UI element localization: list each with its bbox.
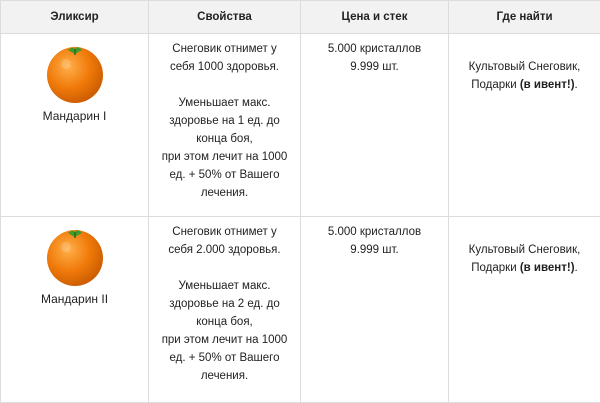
props-line: здоровье на 2 ед. до bbox=[153, 295, 296, 313]
props-line: лечения. bbox=[153, 367, 296, 385]
where-end: . bbox=[575, 262, 578, 274]
price-value: 5.000 кристаллов bbox=[305, 40, 444, 58]
properties-cell bbox=[149, 217, 301, 403]
where-line: Подарки bbox=[471, 79, 516, 91]
props-line: Снеговик отнимет у bbox=[153, 40, 296, 58]
props-line: ед. + 50% от Вашего bbox=[153, 349, 296, 367]
elixir-cell bbox=[1, 34, 149, 217]
where-end: . bbox=[575, 79, 578, 91]
where-cell bbox=[449, 34, 600, 217]
event-note: (в ивент!) bbox=[520, 79, 575, 91]
header-where: Где найти bbox=[449, 1, 600, 34]
event-note: (в ивент!) bbox=[520, 262, 575, 274]
mandarin-icon bbox=[44, 225, 106, 287]
props-line: Уменьшает макс. bbox=[153, 277, 296, 295]
mandarin-icon bbox=[44, 42, 106, 104]
price-cell bbox=[301, 34, 449, 217]
where-line: Культовый Снеговик, bbox=[453, 241, 596, 259]
price-value: 5.000 кристаллов bbox=[305, 223, 444, 241]
price-cell bbox=[301, 217, 449, 403]
stack-value: 9.999 шт. bbox=[305, 241, 444, 259]
props-line: ед. + 50% от Вашего bbox=[153, 166, 296, 184]
where-line: Подарки bbox=[471, 262, 516, 274]
table-row bbox=[1, 217, 600, 403]
props-line: конца боя, bbox=[153, 313, 296, 331]
props-line: здоровье на 1 ед. до bbox=[153, 112, 296, 130]
props-line: конца боя, bbox=[153, 130, 296, 148]
props-line: Снеговик отнимет у bbox=[153, 223, 296, 241]
elixir-name: Мандарин I bbox=[1, 108, 148, 124]
elixir-cell bbox=[1, 217, 149, 403]
where-line: Культовый Снеговик, bbox=[453, 58, 596, 76]
table-header-row bbox=[1, 1, 600, 34]
header-price: Цена и стек bbox=[301, 1, 449, 34]
header-properties: Свойства bbox=[149, 1, 301, 34]
props-line: при этом лечит на 1000 bbox=[153, 148, 296, 166]
header-elixir: Эликсир bbox=[1, 1, 149, 34]
props-line: себя 1000 здоровья. bbox=[153, 58, 296, 76]
elixir-name: Мандарин II bbox=[1, 291, 148, 307]
properties-cell bbox=[149, 34, 301, 217]
table-row bbox=[1, 34, 600, 217]
props-line: лечения. bbox=[153, 184, 296, 202]
props-line: себя 2.000 здоровья. bbox=[153, 241, 296, 259]
stack-value: 9.999 шт. bbox=[305, 58, 444, 76]
props-line: Уменьшает макс. bbox=[153, 94, 296, 112]
where-cell bbox=[449, 217, 600, 403]
props-line: при этом лечит на 1000 bbox=[153, 331, 296, 349]
